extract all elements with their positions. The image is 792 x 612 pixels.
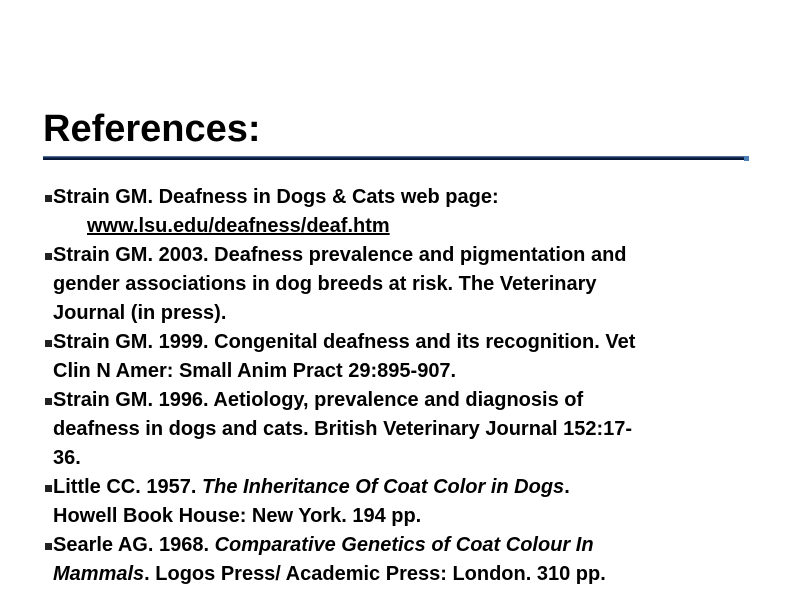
reference-item-5 (53, 473, 773, 531)
reference-line: Howell Book House: New York. 194 pp. (53, 505, 422, 527)
reference-line: gender associations in dog breeds at risk. The Veterinary (53, 273, 597, 295)
reference-text: Strain GM. Deafness in Dogs & Cats web page: (53, 186, 499, 208)
book-title: The Inheritance Of Coat Color in Dogs (201, 476, 565, 498)
reference-line: deafness in dogs and cats. British Veterinary Journal 152:17- (53, 418, 633, 440)
reference-line (53, 560, 773, 589)
reference-line: Journal (in press). (53, 302, 227, 324)
bullet-icon (45, 195, 52, 202)
bullet-icon (45, 253, 52, 260)
reference-line: Clin N Amer: Small Anim Pract 29:895-907. (53, 360, 457, 382)
reference-line: 36. (53, 447, 81, 469)
reference-line (53, 531, 773, 560)
book-title: Mammals (53, 563, 145, 585)
slide-title: References: (43, 108, 261, 150)
bullet-icon (45, 485, 52, 492)
reference-item-3 (53, 328, 773, 386)
reference-suffix: . Logos Press/ Academic Press: London. 310 pp. (144, 563, 606, 585)
reference-prefix: Searle AG. 1968. (53, 534, 215, 556)
reference-prefix: Little CC. 1957. (53, 476, 202, 498)
book-title: Comparative Genetics of Coat Colour In (214, 534, 594, 556)
bullet-icon (45, 543, 52, 550)
reference-suffix: . (564, 476, 570, 498)
bullet-icon (45, 340, 52, 347)
reference-line: Strain GM. 1996. Aetiology, prevalence and diagnosis of (53, 389, 584, 411)
reference-item-2 (53, 241, 773, 328)
reference-item-1 (53, 183, 773, 241)
reference-item-4 (53, 386, 773, 473)
reference-line: Strain GM. 2003. Deafness prevalence and pigmentation and (53, 244, 627, 266)
reference-url-link[interactable]: www.lsu.edu/deafness/deaf.htm (87, 215, 390, 237)
reference-item-6 (53, 531, 773, 589)
bullet-icon (45, 398, 52, 405)
reference-line: Strain GM. 1999. Congenital deafness and its recognition. Vet (53, 331, 636, 353)
reference-line (53, 473, 773, 502)
